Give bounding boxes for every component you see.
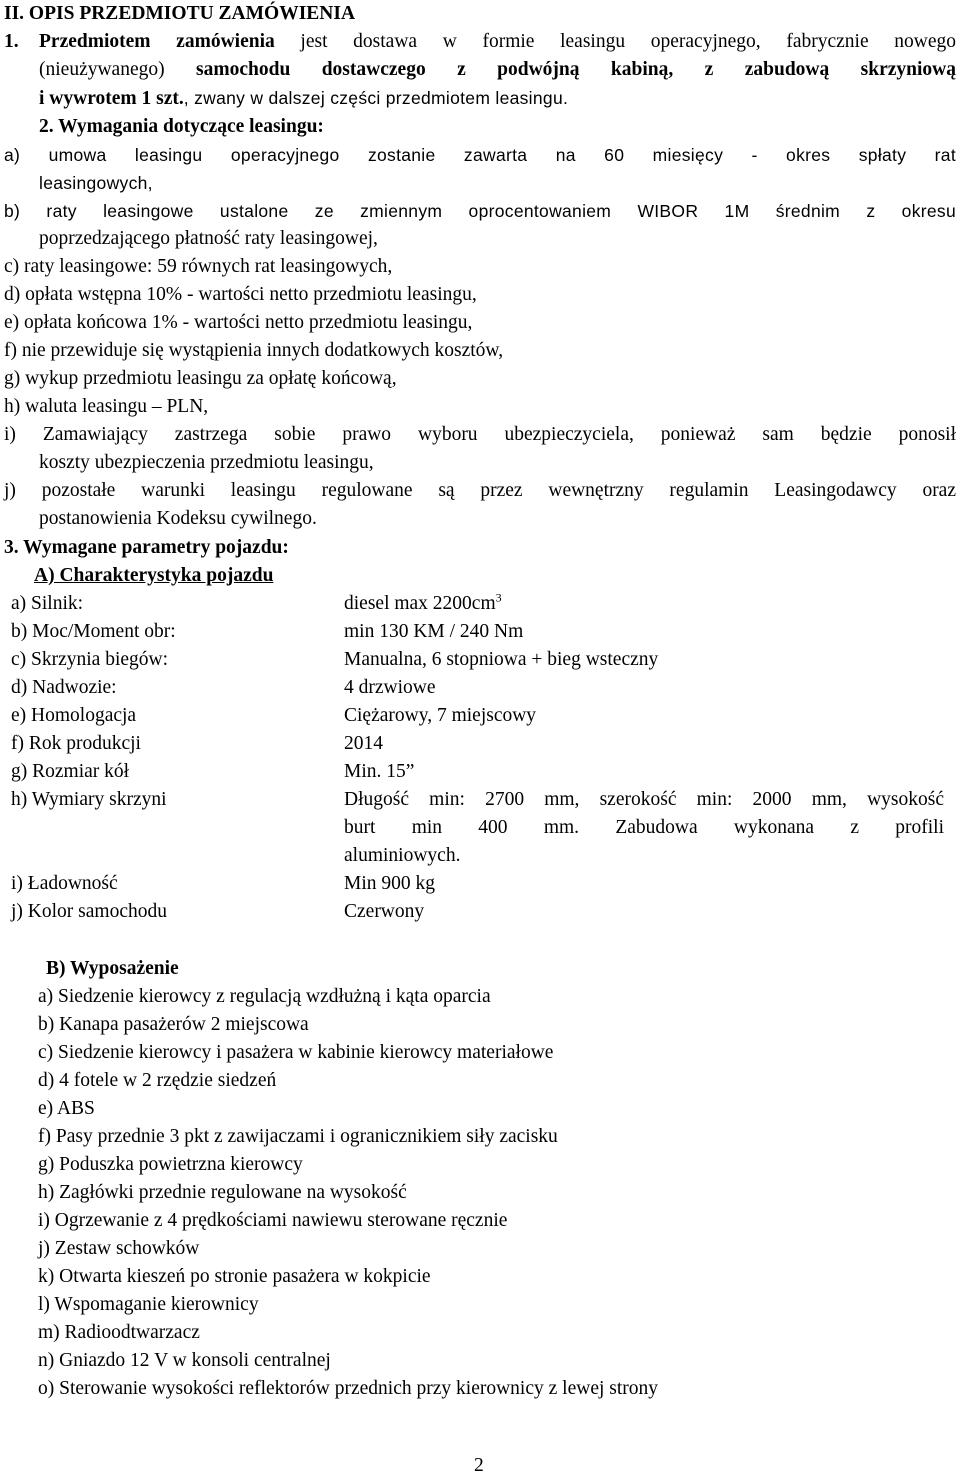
equipment-item: o) Sterowanie wysokości reflektorów przednich przy kierownicy z lewej strony (38, 1378, 659, 1399)
equipment-item: d) 4 fotele w 2 rzędzie siedzeń (38, 1070, 277, 1091)
spec-value-homologation: Ciężarowy, 7 miejscowy (344, 705, 537, 726)
p3-sub-b: B) Wyposażenie (46, 958, 179, 979)
spec-label-gearbox: c) Skrzynia biegów: (11, 649, 169, 670)
equipment-item: c) Siedzenie kierowcy i pasażera w kabinie kierowcy materiałowe (38, 1042, 554, 1063)
p2-item-e: e) opłata końcowa 1% - wartości netto przedmiotu leasingu, (4, 312, 473, 333)
equipment-item: l) Wspomaganie kierownicy (38, 1294, 259, 1315)
p2-item-i-cont: koszty ubezpieczenia przedmiotu leasingu, (39, 452, 374, 473)
p2-item-f: f) nie przewiduje się wystąpienia innych dodatkowych kosztów, (4, 340, 504, 361)
equipment-item: i) Ogrzewanie z 4 prędkościami nawiewu sterowane ręcznie (38, 1210, 508, 1231)
equipment-item: j) Zestaw schowków (38, 1238, 200, 1259)
equipment-item: e) ABS (38, 1098, 95, 1119)
p2-item-j-cont: postanowienia Kodeksu cywilnego. (39, 508, 317, 529)
spec-value-dimensions-3: aluminiowych. (344, 845, 461, 866)
page-number: 2 (474, 1455, 484, 1476)
spec-value-engine: diesel $\max 2200cm^3$ (344, 590, 502, 614)
spec-value-year: 2014 (344, 733, 383, 754)
p2-item-b: b) raty leasingowe ustalone ze zmiennym oprocentowaniem WIBOR 1M średnim z okresu (4, 201, 956, 221)
spec-value-body: 4 drzwiowe (344, 677, 436, 698)
spec-label-wheels: g) Rozmiar kół (11, 761, 130, 782)
spec-label-year: f) Rok produkcji (11, 733, 141, 754)
p1-line-1: Przedmiotem zamówienia jest dostawa w formie leasingu operacyjnego, fabrycznie nowego (39, 31, 956, 52)
equipment-item: b) Kanapa pasażerów 2 miejscowa (38, 1014, 309, 1035)
spec-value-color: Czerwony (344, 901, 425, 922)
spec-label-engine: a) Silnik: (11, 593, 84, 614)
p2-item-a-cont: leasingowych, (39, 173, 153, 193)
spec-value-gearbox: Manualna, 6 stopniowa + bieg wsteczny (344, 649, 659, 670)
spec-label-payload: i) Ładowność (11, 873, 118, 894)
equipment-item: a) Siedzenie kierowcy z regulacją wzdłużną i kąta oparcia (38, 986, 491, 1007)
p2-item-j: j) pozostałe warunki leasingu regulowane są przez wewnętrzny regulamin Leasingodawcy oraz (4, 480, 956, 501)
equipment-item: g) Poduszka powietrzna kierowcy (38, 1154, 303, 1175)
equipment-item: f) Pasy przednie 3 pkt z zawijaczami i ogranicznikiem siły zacisku (38, 1126, 558, 1147)
p2-item-c: c) raty leasingowe: 59 równych rat leasingowych, (4, 256, 393, 277)
p1-number: 1. (4, 31, 19, 52)
p3-heading: 3. Wymagane parametry pojazdu: (4, 537, 289, 558)
p2-item-i: i) Zamawiający zastrzega sobie prawo wyboru ubezpieczyciela, ponieważ sam będzie ponosił (4, 424, 956, 445)
equipment-item: m) Radioodtwarzacz (38, 1322, 200, 1343)
p2-heading: 2. Wymagania dotyczące leasingu: (39, 116, 324, 137)
spec-value-dimensions-1: Długość min: 2700 mm, szerokość min: 2000 mm, wysokość (344, 789, 944, 810)
spec-value-power: min 130 KM / 240 Nm (344, 621, 524, 642)
spec-value-wheels: Min. 15” (344, 761, 415, 782)
section-title: II. OPIS PRZEDMIOTU ZAMÓWIENIA (4, 3, 356, 24)
p2-item-b-cont: poprzedzającego płatność raty leasingowej, (39, 228, 378, 249)
equipment-item: n) Gniazdo 12 V w konsoli centralnej (38, 1350, 331, 1371)
p2-item-h: h) waluta leasingu – PLN, (4, 396, 209, 417)
equipment-item: h) Zagłówki przednie regulowane na wysokość (38, 1182, 407, 1203)
p1-line-2: (nieużywanego) samochodu dostawczego z podwójną kabiną, z zabudową skrzyniową (39, 59, 957, 80)
p1-line-3: i wywrotem 1 szt., zwany w dalszej części przedmiotem leasingu. (39, 88, 569, 109)
p2-item-g: g) wykup przedmiotu leasingu za opłatę końcową, (4, 368, 397, 389)
spec-label-color: j) Kolor samochodu (11, 901, 167, 922)
spec-label-body: d) Nadwozie: (11, 677, 117, 698)
spec-label-power: b) Moc/Moment obr: (11, 621, 176, 642)
p2-item-a: a) umowa leasingu operacyjnego zostanie zawarta na 60 miesięcy - okres spłaty rat (4, 145, 956, 165)
p2-item-d: d) opłata wstępna 10% - wartości netto przedmiotu leasingu, (4, 284, 477, 305)
p3-sub-a: A) Charakterystyka pojazdu (34, 565, 274, 586)
spec-value-dimensions-2: burt min 400 mm. Zabudowa wykonana z profili (344, 817, 944, 838)
spec-value-payload: Min 900 kg (344, 873, 436, 894)
spec-label-homologation: e) Homologacja (11, 705, 137, 726)
equipment-item: k) Otwarta kieszeń po stronie pasażera w kokpicie (38, 1266, 431, 1287)
spec-label-dimensions: h) Wymiary skrzyni (11, 789, 167, 810)
